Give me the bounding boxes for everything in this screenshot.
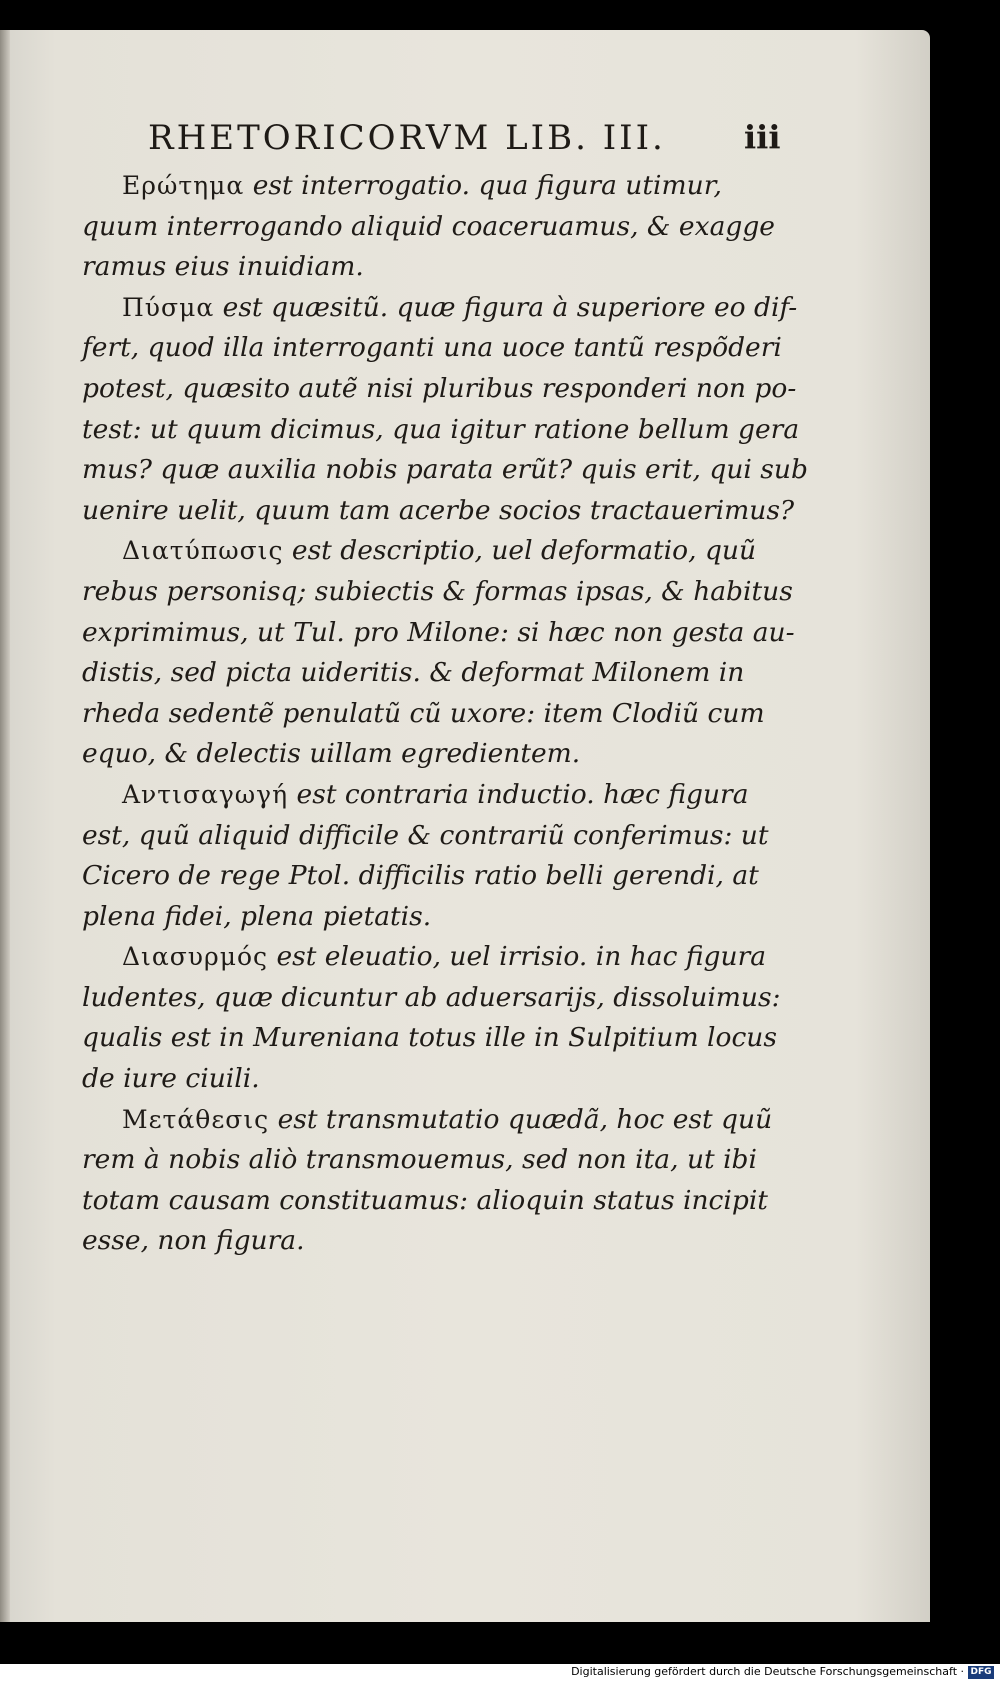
- text-line: [82, 897, 732, 938]
- greek-term: Διατύπωσις: [122, 536, 284, 566]
- dfg-logo: DFG: [968, 1666, 994, 1679]
- line-text: test: ut quum dicimus, qua igitur ratione bellum gera: [82, 413, 800, 445]
- line-text: qualis est in Mureniana totus ille in Sulpitium locus: [82, 1022, 777, 1054]
- text-line: [82, 410, 800, 451]
- text-line: [82, 978, 781, 1019]
- line-text: fert, quod illa interroganti una uoce tantũ respõderi: [82, 332, 782, 364]
- footer-credit: Digitalisierung gefördert durch die Deutsche Forschungsgemeinschaft ·: [571, 1665, 964, 1678]
- line-text: de iure ciuili.: [82, 1063, 260, 1095]
- line-text: est contraria inductio. hæc figura: [296, 778, 749, 810]
- text-line: [82, 694, 765, 735]
- text-line: [82, 734, 732, 775]
- greek-term: Πύσμα: [122, 292, 215, 322]
- line-text: rem à nobis aliò transmouemus, sed non ita, ut ibi: [82, 1144, 757, 1176]
- page-header: [0, 118, 930, 164]
- paragraph-first-line: [82, 937, 767, 978]
- greek-term: Μετάθεσις: [122, 1104, 270, 1134]
- text-line: [82, 816, 769, 857]
- line-text: mus? quæ auxilia nobis parata erũt? quis erit, qui sub: [82, 454, 808, 486]
- paragraph-first-line: [82, 775, 749, 816]
- line-text: est eleuatio, uel irrisio. in hac figura: [276, 941, 767, 973]
- body-text: [82, 166, 808, 1262]
- text-line: [82, 1059, 732, 1100]
- text-line: [82, 572, 793, 613]
- text-line: [82, 247, 732, 288]
- line-text: est descriptio, uel deformatio, quũ: [291, 535, 757, 567]
- line-text: plena fidei, plena pietatis.: [82, 900, 432, 932]
- line-text: est quæsitũ. quæ figura à superiore eo dif-: [222, 291, 798, 323]
- greek-term: Αντισαγωγή: [122, 779, 289, 809]
- text-line: [82, 207, 775, 248]
- text-line: [82, 450, 808, 491]
- line-text: totam causam constituamus: alioquin status incipit: [82, 1184, 768, 1216]
- line-text: ramus eius inuidiam.: [82, 251, 364, 283]
- paragraph-first-line: [82, 288, 798, 329]
- line-text: uenire uelit, quum tam acerbe socios tractauerimus?: [82, 494, 795, 526]
- running-head: RHETORICORVM LIB. III.: [148, 118, 666, 158]
- line-text: rheda sedentẽ penulatũ cũ uxore: item Clodiũ cum: [82, 697, 765, 729]
- text-line: [82, 369, 797, 410]
- line-text: est, quũ aliquid difficile & contrariũ conferimus: ut: [82, 819, 769, 851]
- page-gutter-shadow: [0, 30, 10, 1622]
- digitization-footer: [0, 1664, 1000, 1681]
- line-text: est transmutatio quædã, hoc est quũ: [277, 1103, 773, 1135]
- text-line: [82, 491, 795, 532]
- text-line: [82, 328, 782, 369]
- line-text: est interrogatio. qua figura utimur,: [252, 170, 722, 201]
- line-text: esse, non figura.: [82, 1225, 305, 1257]
- text-line: [82, 856, 759, 897]
- paragraph-first-line: [82, 531, 757, 572]
- greek-term: Διασυρμός: [122, 942, 268, 972]
- folio-number: iii: [744, 118, 781, 156]
- text-line: [82, 1221, 732, 1262]
- line-text: potest, quæsito autẽ nisi pluribus responderi non po-: [82, 372, 797, 404]
- line-text: quum interrogando aliquid coaceruamus, & exagge: [82, 210, 775, 242]
- line-text: exprimimus, ut Tul. pro Milone: si hæc non gesta au-: [82, 616, 795, 648]
- text-line: [82, 1018, 777, 1059]
- line-text: distis, sed picta uideritis. & deformat Milonem in: [82, 657, 745, 689]
- line-text: Cicero de rege Ptol. difficilis ratio belli gerendi, at: [82, 860, 759, 892]
- greek-term: Ερώτημα: [122, 171, 245, 200]
- paragraph-first-line: [82, 166, 732, 207]
- line-text: equo, & delectis uillam egredientem.: [82, 738, 581, 770]
- line-text: ludentes, quæ dicuntur ab aduersarijs, dissoluimus:: [82, 981, 781, 1013]
- text-line: [82, 653, 745, 694]
- text-line: [82, 613, 795, 654]
- line-text: rebus personisq; subiectis & formas ipsas, & habitus: [82, 575, 793, 607]
- paragraph-first-line: [82, 1100, 773, 1141]
- text-line: [82, 1140, 757, 1181]
- text-line: [82, 1181, 768, 1222]
